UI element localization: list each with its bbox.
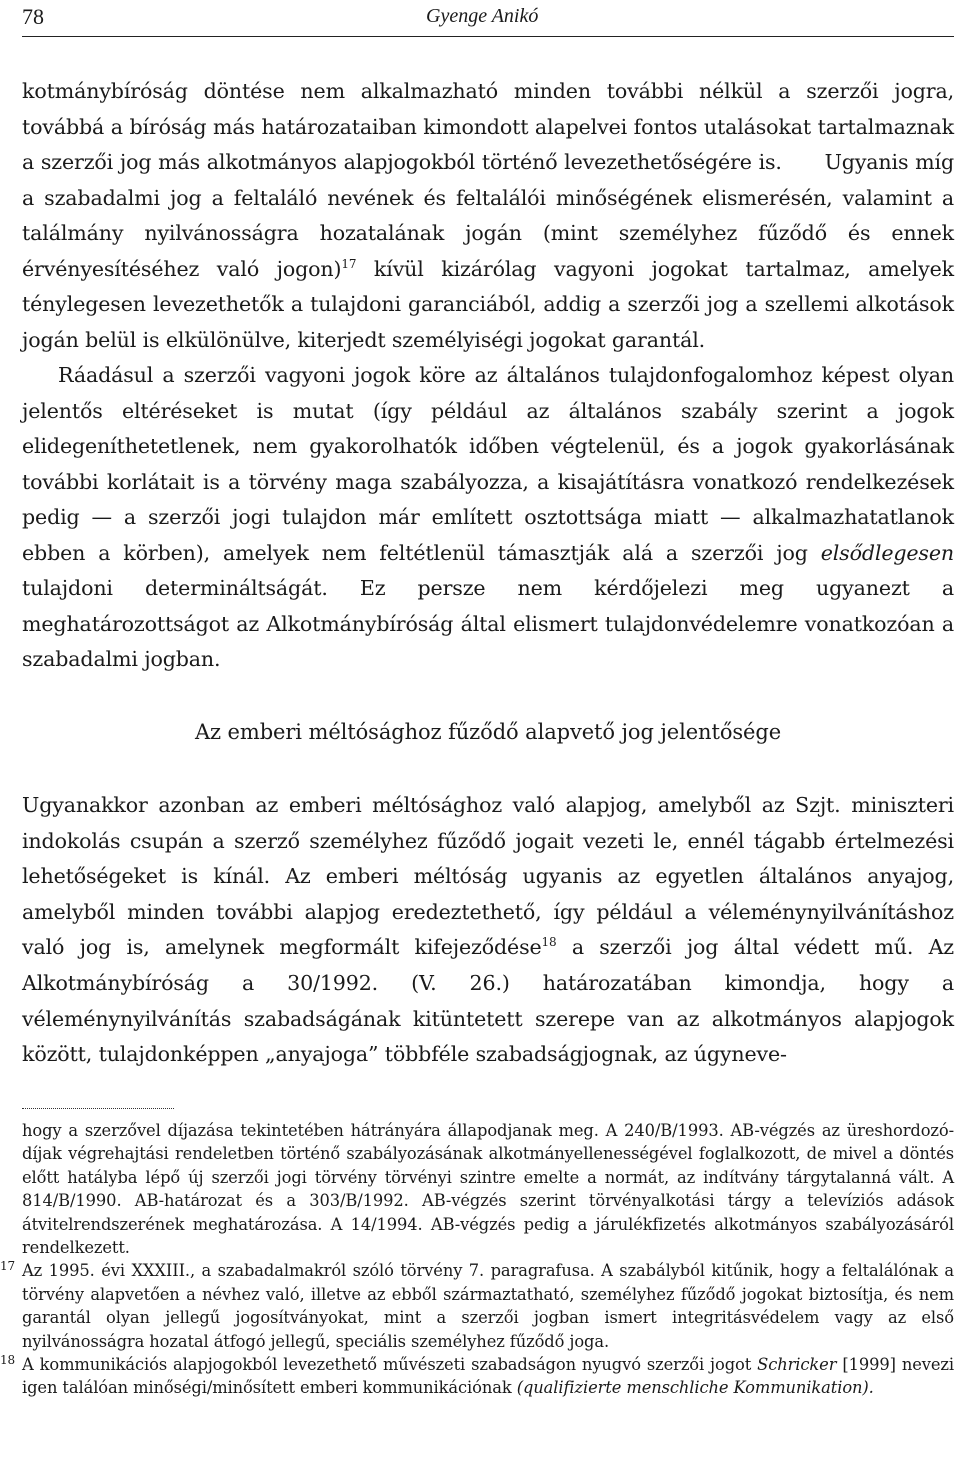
footnote-18-part2: [1999] nevezi igen találóan minőségi/minősített emberi kommunikációnak <box>22 1355 954 1398</box>
main-text <box>22 74 954 678</box>
footnote-ref-18[interactable]: 18 <box>541 935 557 950</box>
page-number: 78 <box>22 4 44 29</box>
paragraph-2-emphasis: elsődlegesen <box>820 540 954 565</box>
paragraph-2-part1: Ráadásul a szerzői vagyoni jogok köre az általános tulajdonfogalomhoz képest olyan jelentős eltéréseket is mutat (így például az általános szabály szerint a jogok elidegeníthetetlenek, nem gyakorolhatók időben végtelenül, és a jogok gyakorlásának további korlátait is a törvény maga szabályozza, a kisajátításra vonatkozó rendelkezések pedig — a szerzői jogi tulajdon már említett osztottsága miatt — alkalmazhatatlanok ebben a körben), amelyek nem feltétlenül támasztják alá a szerzői jog <box>22 363 954 565</box>
paragraph-3 <box>22 788 954 1073</box>
paragraph-1-part1: kotmánybíróság döntése nem alkalmazható minden további nélkül a szerzői jogra, továbbá a bíróság más határozataiban kimondott alapelvei fontos utalásokat tartalmaznak a szerzői jog más alkotmányos alapjogokból történő levezethetőségére is. <box>22 79 954 174</box>
page-header <box>22 0 954 37</box>
main-text-2 <box>22 788 954 1073</box>
paragraph-2 <box>22 358 954 678</box>
section-heading: Az emberi méltósághoz fűződő alapvető jog jelentősége <box>194 720 782 744</box>
paragraph-3-part2: a szerzői jog által védett mű. Az Alkotmánybíróság a 30/1992. (V. 26.) határozatában kimondja, hogy a véleménynyilvánítás szabadságának kitüntetett szerepe van az alkotmányos alapjogok között, tulajdonképpen „anyajoga” többféle szabadságjognak, az úgyneve- <box>22 935 954 1067</box>
footnote-18-part1: A kommunikációs alapjogokból levezethető művészeti szabadságon nyugvó szerzői jogot <box>22 1355 758 1375</box>
footnote-18-author: Schricker <box>757 1355 837 1375</box>
paragraph-1-part2: Ugyanis míg a szabadalmi jog a feltaláló nevének és feltalálói minőségének elismerésén, valamint a találmány nyilvánosságra hozatalának jogán (mint személyhez fűződő és ennek érvényesítéséhez való jogon) <box>22 150 954 281</box>
running-head: Gyenge Anikó <box>426 5 539 27</box>
footnote-17-number: 17 <box>0 1259 16 1274</box>
footnote-ref-17[interactable]: 17 <box>341 256 357 271</box>
paragraph-2-part2: tulajdoni determináltságát. Ez persze nem kérdőjelezi meg ugyanezt a meghatározottságot az Alkotmánybíróság által elismert tulajdonvédelemre vonatkozóan a szabadalmi jogban. <box>22 576 954 671</box>
footnote-18-number: 18 <box>0 1353 16 1368</box>
paragraph-3-part1: Ugyanakkor azonban az emberi méltósághoz való alapjog, amelyből az Szjt. miniszteri indokolás csupán a szerző személyhez fűződő jogait vezeti le, ennél tágabb értelmezési lehetőségeket is kínál. Az emberi méltóság ugyanis az egyetlen általános anyajog, amelyből minden további alapjog eredeztethető, így például a véleménynyilvánításhoz való jog is, amelynek megformált kifejeződése <box>22 793 954 960</box>
footnote-18 <box>0 1353 954 1400</box>
footnote-continued-text: hogy a szerzővel díjazása tekintetében hátrányára állapodjanak meg. A 240/B/1993. AB-végzés az üreshordozó-díjak végrehajtási rendeletben történő szabályozásának alkotmányellenességével foglalkozott, de mivel a döntés előtt hatályba lépő új szerzői jogi törvény törvényi szintre emelte a normát, az indítvány tárgytalanná vált. A 814/B/1990. AB-határozat és a 303/B/1992. AB-végzés szerint törvényalkotási tárgy a televíziós adások átvitelrendszerének meghatározása. A 14/1994. AB-végzés pedig a járulékfizetés alkotmányos szabályozásáról rendelkezett. <box>22 1121 954 1258</box>
paragraph-1 <box>22 74 954 358</box>
footnote-17 <box>0 1259 954 1353</box>
paragraph-1-part3: kívül kizárólag vagyoni jogokat tartalmaz, amelyek ténylegesen levezethetők a tulajdoni garanciából, addig a szerzői jog a szellemi alkotások jogán belül is elkülönülve, kiterjedt személyiségi jogokat garantál. <box>22 256 954 352</box>
footnote-continued <box>22 1119 954 1259</box>
footnote-separator <box>22 1108 174 1109</box>
footnote-17-text: Az 1995. évi XXXIII., a szabadalmakról szóló törvény 7. paragrafusa. A szabályból kitűnik, hogy a feltalálónak a törvény alapvetően a névhez való, illetve az ebből származtatható, személyhez fűződő jogokat biztosítja, és nem garantál olyan jellegű jogosítványokat, mint a szerzői jogban ismert integritásvédelem vagy az első nyilvánosságra hozatal átfogó jellegű, speciális személyhez fűződő joga. <box>22 1261 954 1351</box>
footnote-18-term: (qualifizierte menschliche Kommunikation). <box>516 1378 874 1398</box>
footnotes <box>0 1119 954 1400</box>
